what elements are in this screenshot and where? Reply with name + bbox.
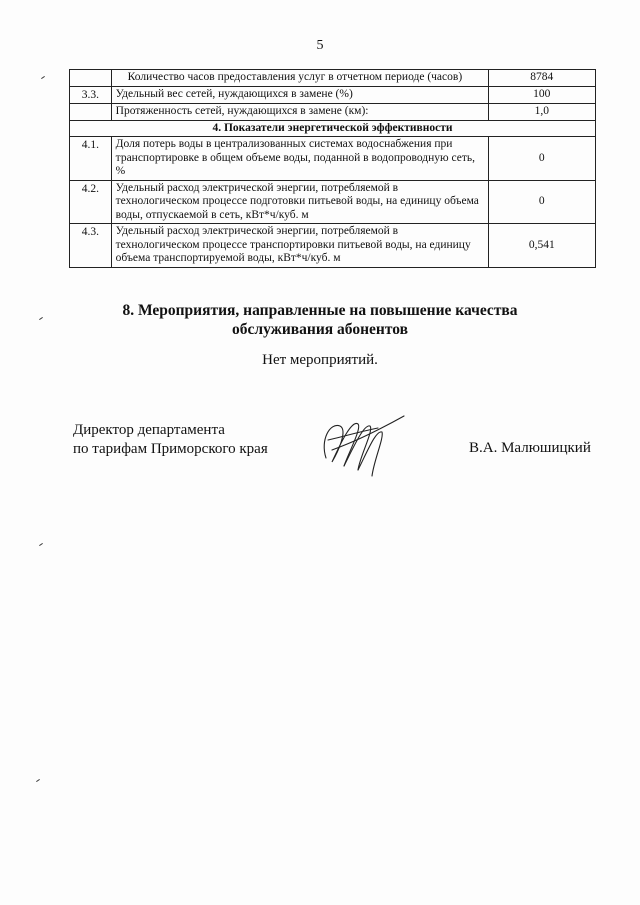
row-label: Количество часов предоставления услуг в отчетном периоде (часов) (111, 70, 488, 87)
signatory-name: В.А. Малюшицкий (469, 440, 591, 456)
table-row (70, 104, 596, 121)
signatory-title (73, 421, 268, 459)
table-row (70, 180, 596, 224)
handwritten-signature (318, 410, 408, 482)
row-number (70, 70, 112, 87)
section-title: 4. Показатели энергетической эффективности (70, 120, 596, 137)
row-number: 4.2. (70, 180, 112, 224)
table-row (70, 70, 596, 87)
row-label: Протяженность сетей, нуждающихся в замене (км): (111, 104, 488, 121)
page-number: 5 (316, 38, 324, 53)
row-number: 3.3. (70, 86, 112, 104)
no-measures-note: Нет мероприятий. (262, 352, 378, 368)
row-value: 0,541 (488, 224, 595, 268)
table-row (70, 86, 596, 104)
row-value: 0 (488, 180, 595, 224)
row-value: 100 (488, 86, 595, 104)
row-value: 0 (488, 137, 595, 181)
scan-mark (36, 779, 40, 782)
indicators-table (69, 69, 596, 268)
section-row (70, 120, 596, 137)
row-label: Доля потерь воды в централизованных системах водоснабжения при транспортировке в общем объеме воды, поданной в водопроводную сеть, % (111, 137, 488, 181)
row-label: Удельный расход электрической энергии, потребляемой в технологическом процессе подготовки питьевой воды, на единицу объема воды, отпускаемой в сеть, кВт*ч/куб. м (111, 180, 488, 224)
row-number: 4.3. (70, 224, 112, 268)
scan-mark (39, 543, 43, 546)
row-label: Удельный вес сетей, нуждающихся в замене (%) (111, 86, 488, 104)
row-number: 4.1. (70, 137, 112, 181)
row-value: 1,0 (488, 104, 595, 121)
row-value: 8784 (488, 70, 595, 87)
section-8-heading (0, 301, 640, 339)
section-8-heading-line1: 8. Мероприятия, направленные на повышение качества (122, 302, 518, 319)
row-number (70, 104, 112, 121)
table-row (70, 137, 596, 181)
table-row (70, 224, 596, 268)
signatory-title-line2: по тарифам Приморского края (73, 441, 268, 457)
signatory-title-line1: Директор департамента (73, 422, 225, 438)
row-label: Удельный расход электрической энергии, потребляемой в технологическом процессе транспортировки питьевой воды, на единицу объема транспортируемой воды, кВт*ч/куб. м (111, 224, 488, 268)
section-8-heading-line2: обслуживания абонентов (232, 321, 408, 338)
scan-mark (41, 76, 45, 79)
